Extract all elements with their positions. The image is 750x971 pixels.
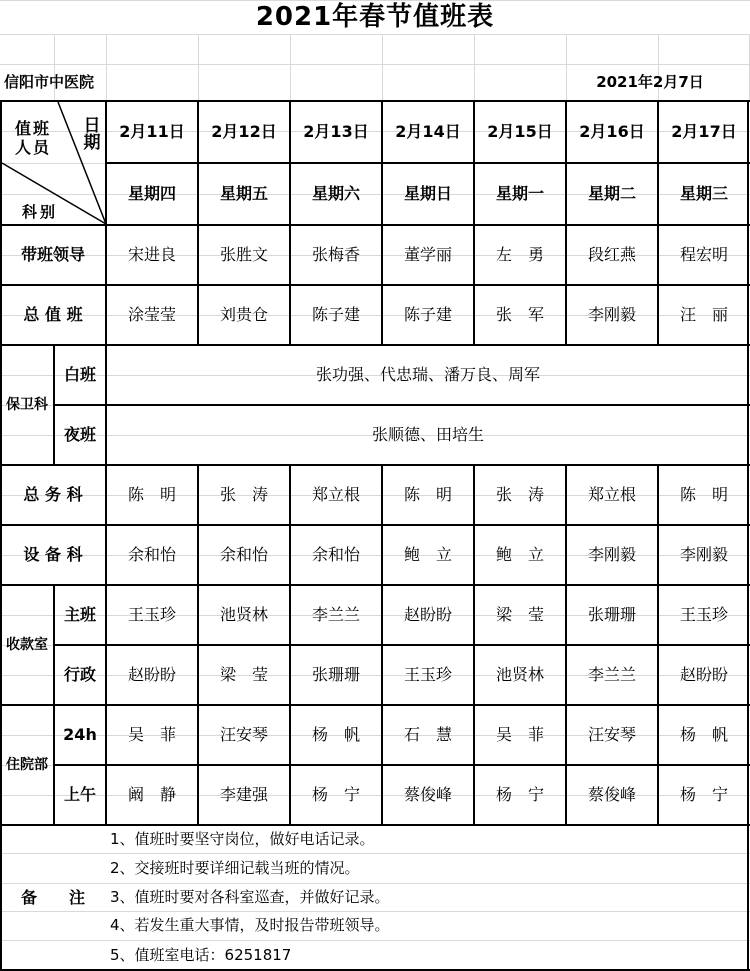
name-cell: 张 涛: [219, 485, 268, 504]
remark-item: 4、若发生重大事情，及时报告带班领导。: [110, 916, 390, 934]
name-cell: 张梅香: [311, 245, 360, 264]
remark-item: 1、值班时要坚守岗位，做好电话记录。: [110, 829, 375, 848]
weekday-header: 星期一: [495, 184, 544, 203]
name-cell: 汪安琴: [219, 725, 268, 744]
name-cell: 李兰兰: [311, 605, 360, 624]
name-cell: 张珊珊: [311, 665, 360, 684]
name-cell: 杨 宁: [679, 785, 728, 804]
corner-date-label: 日期: [79, 116, 100, 150]
page-title: 2021年春节值班表: [255, 2, 495, 32]
name-cell: 李兰兰: [587, 665, 636, 684]
name-cell: 程宏明: [679, 245, 728, 264]
name-cell: 杨 宁: [311, 785, 360, 804]
name-cell: 陈子建: [403, 305, 452, 324]
name-cell: 余和怡: [311, 545, 360, 564]
name-cell: 阚 静: [127, 785, 176, 804]
row-label-leader: 带班领导: [20, 245, 85, 264]
name-cell: 余和怡: [219, 545, 268, 564]
name-cell: 李建强: [219, 785, 268, 804]
row-label-cashier: 收款室: [6, 637, 48, 653]
roster-date: 2021年2月7日: [596, 73, 704, 91]
weekday-header: 星期三: [679, 184, 728, 203]
row-label-equipment: 设 备 科: [23, 545, 83, 564]
row-label-inpatient: 住院部: [6, 757, 48, 773]
row-label-general-affairs: 总 务 科: [23, 485, 83, 504]
weekday-header: 星期五: [219, 184, 268, 203]
name-cell: 董学丽: [403, 245, 452, 264]
weekday-header: 星期二: [587, 184, 636, 203]
date-header: 2月11日: [119, 122, 185, 141]
security-day-names: 张功强、代忠瑞、潘万良、周军: [315, 365, 540, 384]
name-cell: 王玉珍: [679, 605, 728, 624]
weekday-header: 星期日: [403, 184, 452, 203]
name-cell: 杨 帆: [311, 725, 360, 744]
name-cell: 王玉珍: [403, 665, 452, 684]
sub-label-morning: 上午: [63, 785, 96, 804]
name-cell: 吴 菲: [127, 725, 176, 744]
name-cell: 池贤林: [219, 605, 268, 624]
name-cell: 涂莹莹: [127, 305, 176, 324]
remark-item: 5、值班室电话：6251817: [110, 946, 292, 964]
name-cell: 赵盼盼: [127, 665, 176, 684]
weekday-header: 星期四: [127, 184, 176, 203]
name-cell: 蔡俊峰: [403, 785, 452, 804]
date-header: 2月16日: [579, 122, 645, 141]
name-cell: 余和怡: [127, 545, 176, 564]
date-header: 2月14日: [395, 122, 461, 141]
name-cell: 蔡俊峰: [587, 785, 636, 804]
corner-dept-label: 科别: [21, 202, 58, 221]
date-header: 2月13日: [303, 122, 369, 141]
name-cell: 汪 丽: [679, 305, 728, 324]
row-label-general-duty: 总 值 班: [23, 305, 83, 324]
weekday-header: 星期六: [311, 184, 360, 203]
sub-label-main-shift: 主班: [63, 605, 96, 624]
name-cell: 陈 明: [127, 485, 176, 504]
name-cell: 张珊珊: [587, 605, 636, 624]
name-cell: 杨 宁: [495, 785, 544, 804]
name-cell: 宋进良: [127, 245, 176, 264]
name-cell: 池贤林: [495, 665, 544, 684]
name-cell: 李刚毅: [587, 545, 636, 564]
name-cell: 陈 明: [679, 485, 728, 504]
name-cell: 石 慧: [403, 725, 452, 744]
remark-item: 3、值班时要对各科室巡查，并做好记录。: [110, 887, 390, 906]
remark-item: 2、交接班时要详细记载当班的情况。: [110, 858, 360, 877]
name-cell: 左 勇: [495, 245, 544, 264]
sub-label-day-shift: 白班: [63, 365, 96, 384]
name-cell: 赵盼盼: [679, 665, 728, 684]
name-cell: 梁 莹: [495, 605, 544, 624]
name-cell: 赵盼盼: [403, 605, 452, 624]
name-cell: 李刚毅: [587, 305, 636, 324]
name-cell: 汪安琴: [587, 725, 636, 744]
name-cell: 刘贵仓: [219, 305, 268, 324]
row-label-remarks: 备 注: [20, 888, 85, 907]
name-cell: 吴 菲: [495, 725, 544, 744]
row-label-security: 保卫科: [6, 397, 48, 413]
name-cell: 陈 明: [403, 485, 452, 504]
name-cell: 杨 帆: [679, 725, 728, 744]
name-cell: 鲍 立: [495, 545, 544, 564]
name-cell: 张 涛: [495, 485, 544, 504]
date-header: 2月15日: [487, 122, 553, 141]
security-night-names: 张顺德、田培生: [371, 425, 484, 444]
name-cell: 李刚毅: [679, 545, 728, 564]
name-cell: 张胜文: [219, 245, 268, 264]
date-header: 2月12日: [211, 122, 277, 141]
name-cell: 鲍 立: [403, 545, 452, 564]
hospital-name: 信阳市中医院: [4, 73, 95, 91]
sub-label-24h: 24h: [63, 725, 97, 744]
name-cell: 陈子建: [311, 305, 360, 324]
name-cell: 段红燕: [587, 245, 636, 264]
name-cell: 郑立根: [311, 485, 360, 504]
corner-staff-label: 值班人员: [14, 119, 51, 157]
name-cell: 梁 莹: [219, 665, 268, 684]
sub-label-night-shift: 夜班: [63, 425, 96, 444]
date-header: 2月17日: [671, 122, 737, 141]
name-cell: 王玉珍: [127, 605, 176, 624]
name-cell: 郑立根: [587, 485, 636, 504]
sub-label-admin-shift: 行政: [63, 665, 96, 684]
name-cell: 张 军: [495, 305, 544, 324]
